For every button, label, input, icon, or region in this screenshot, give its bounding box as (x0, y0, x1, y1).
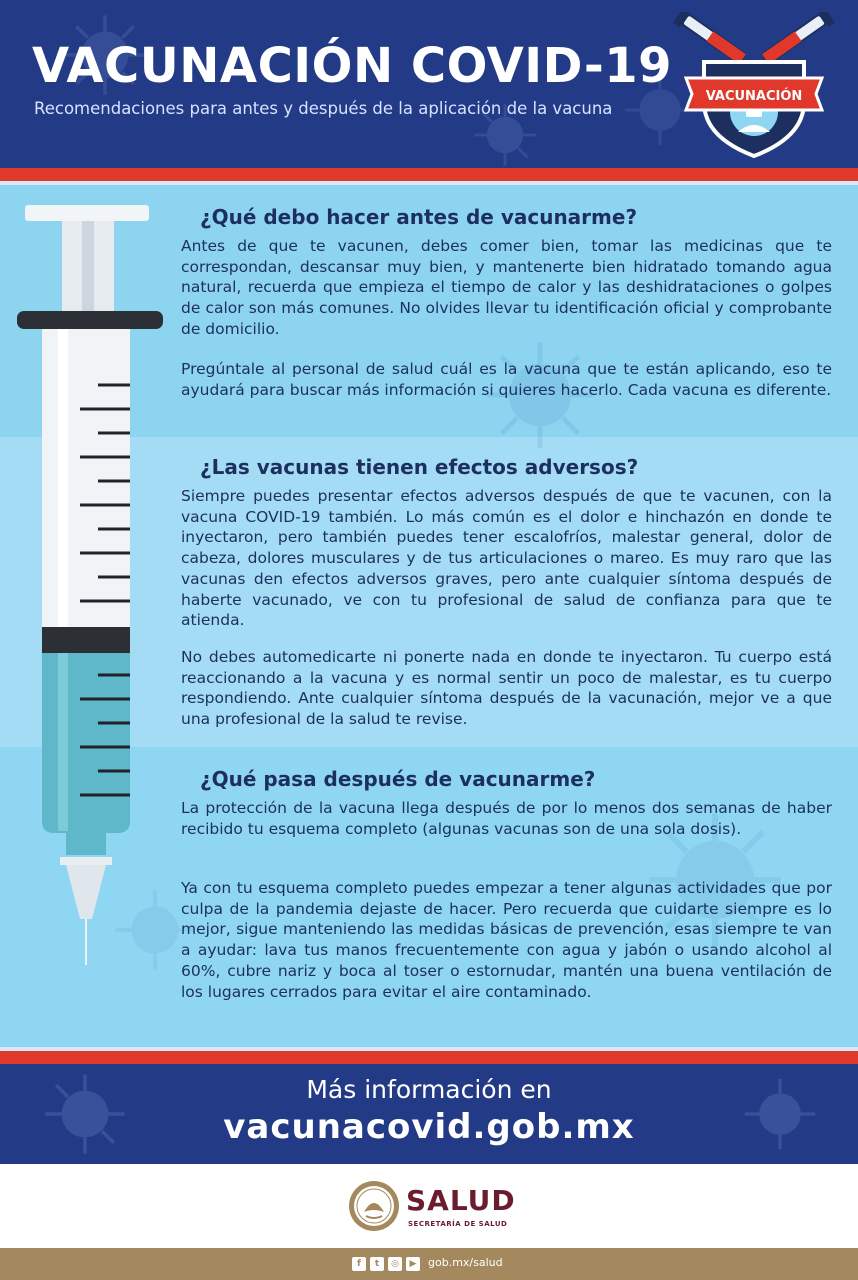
social-url-link[interactable]: gob.mx/salud (428, 1256, 503, 1269)
footer-red-stripe (0, 1051, 858, 1064)
salud-logo-title: SALUD (406, 1184, 516, 1217)
salud-logo-subtitle: SECRETARÍA DE SALUD (408, 1220, 508, 1228)
page-title: VACUNACIÓN COVID-19 (32, 38, 673, 94)
header-banner (0, 0, 858, 168)
syringe-icon (0, 185, 180, 965)
paragraph-after-1: La protección de la vacuna llega después de por lo menos dos semanas de haber recibido tu esquema completo (algunas vacunas son de una sola dosis). (181, 799, 832, 838)
badge-label: VACUNACIÓN (705, 89, 803, 104)
paragraph-after-2: Ya con tu esquema completo puedes empezar a tener algunas actividades que por culpa de la pandemia dejaste de hacer. Pero recuerda que cuidarte siempre es lo mejor, sigue manteniendo las medidas básicas de prevención, esas siempre te van a ayudar: lava tus manos frecuentemente con agua y jabón o usando alcohol al 60%, cubre nariz y boca al toser o estornudar, mantén una buena ventilación de los lugares cerrados para evitar el aire contaminado. (181, 879, 832, 1001)
footer-banner (0, 1064, 858, 1164)
facebook-icon[interactable]: f (352, 1257, 366, 1271)
section-title-before: ¿Qué debo hacer antes de vacunarme? (200, 205, 638, 229)
website-link[interactable]: vacunacovid.gob.mx (223, 1107, 635, 1147)
more-info-label: Más información en (306, 1075, 552, 1104)
section-title-adverse: ¿Las vacunas tienen efectos adversos? (200, 455, 639, 479)
paragraph-adverse-2: No debes automedicarte ni ponerte nada en donde te inyectaron. Tu cuerpo está reaccionando a la vacuna y es normal sentir un poco de malestar, es tu cuerpo respondiendo. Ante cualquier síntoma después de la vacunación, mejor ve a que una profesional de la salud te revise. (181, 648, 832, 729)
mexico-seal-icon (348, 1180, 400, 1232)
twitter-icon[interactable]: t (370, 1257, 384, 1271)
page-subtitle: Recomendaciones para antes y después de la aplicación de la vacuna (34, 99, 613, 118)
youtube-icon[interactable]: ▶ (406, 1257, 420, 1271)
instagram-icon[interactable]: ◎ (388, 1257, 402, 1271)
paragraph-before-2: Pregúntale al personal de salud cuál es la vacuna que te están aplicando, eso te ayudará para buscar más información si quieres hacerlo. Cada vacuna es diferente. (181, 360, 832, 399)
paragraph-adverse-1: Siempre puedes presentar efectos adversos después de que te vacunen, con la vacuna COVID-19 también. Lo más común es el dolor e hinchazón en donde te inyectaron, pero también puedes tener escalofríos, malestar general, dolor de cabeza, dolores musculares y de tus articulaciones o mareo. Es muy raro que las vacunas den efectos adversos graves, pero ante cualquier síntoma después de haberte vacunado, ve con tu profesional de salud de confianza para que te atienda. (181, 487, 832, 630)
bottom-bar (0, 1248, 858, 1280)
social-icons (352, 1257, 420, 1271)
vaccination-badge-icon (668, 12, 840, 160)
logo-area (0, 1164, 858, 1248)
section-title-after: ¿Qué pasa después de vacunarme? (200, 767, 596, 791)
header-red-stripe (0, 168, 858, 181)
paragraph-before-1: Antes de que te vacunen, debes comer bien, tomar las medicinas que te correspondan, descansar muy bien, y mantenerte bien hidratado tomando agua natural, recuerda que empieza el tiempo de calor y las deshidrataciones o golpes de calor son más comunes. No olvides llevar tu identificación oficial y comprobante de domicilio. (181, 237, 832, 338)
